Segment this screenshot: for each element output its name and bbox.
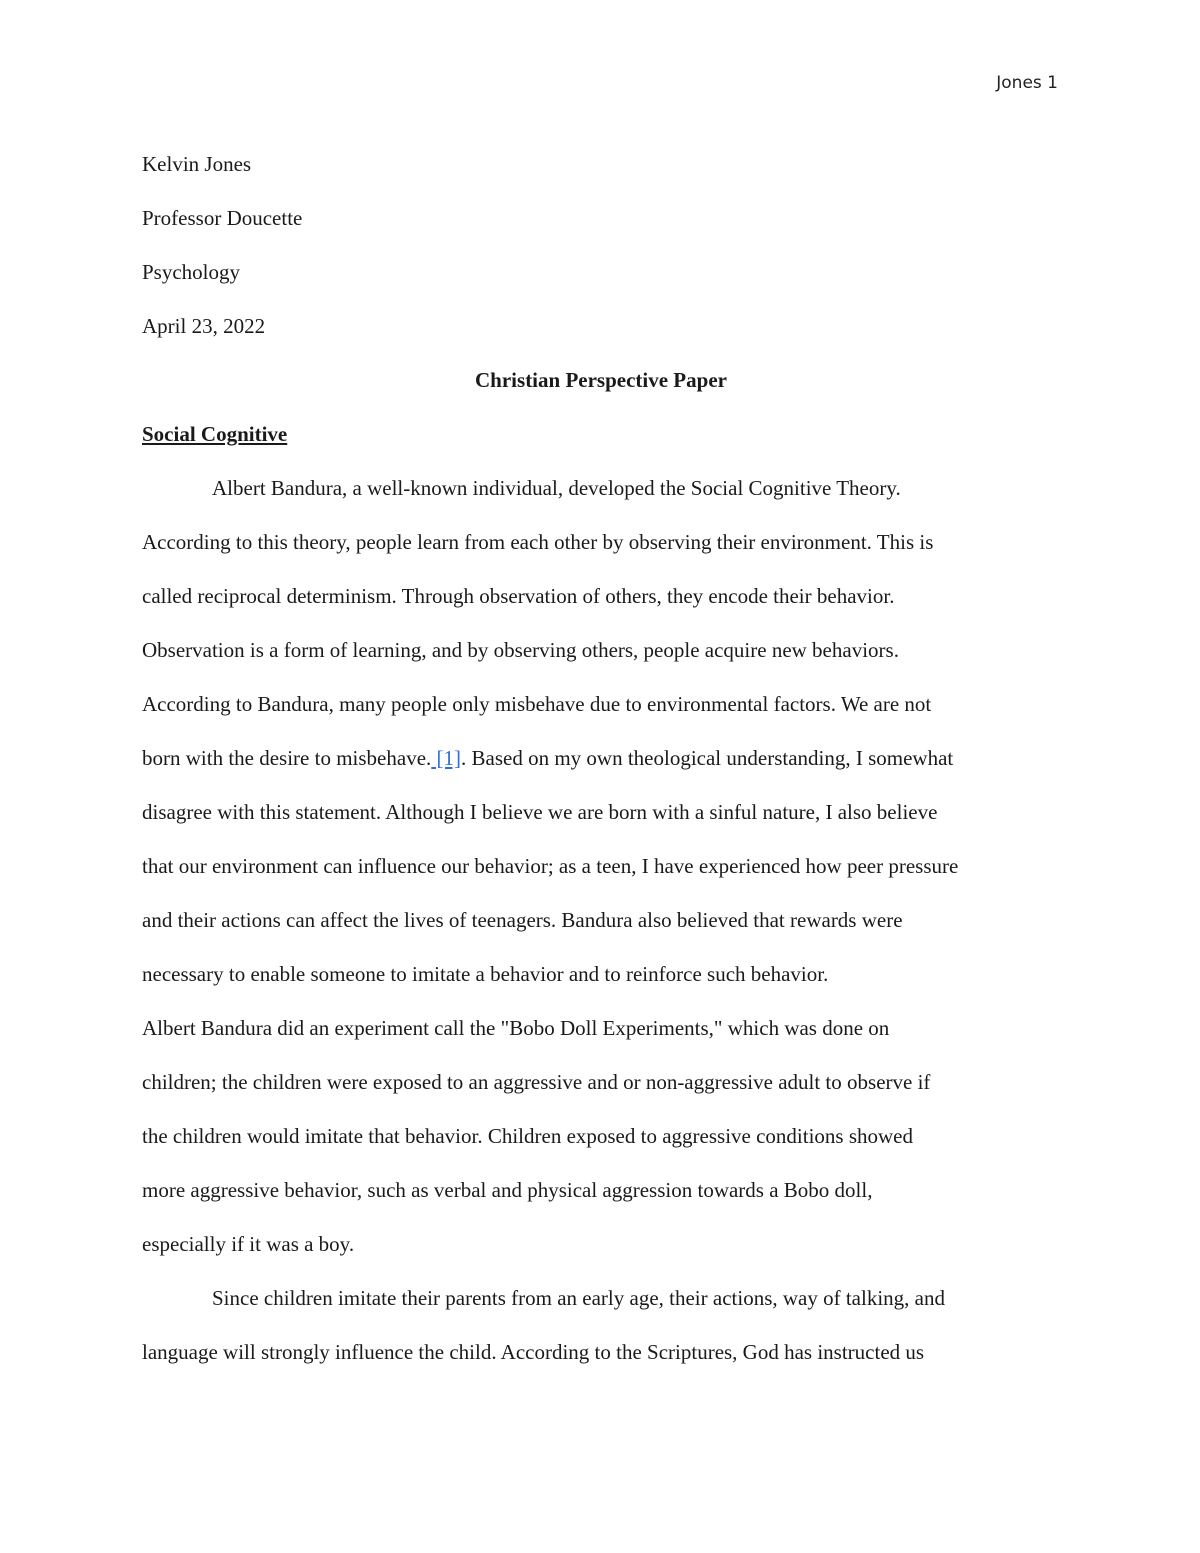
paragraph-1-line-8: that our environment can influence our behavior; as a teen, I have experienced how peer pressure xyxy=(142,854,959,878)
course-name: Psychology xyxy=(142,260,241,284)
section-heading-line xyxy=(142,407,1060,461)
paragraph-1-line-4: Observation is a form of learning, and by observing others, people acquire new behaviors. xyxy=(142,638,899,662)
paragraph-1-line-6-after: . Based on my own theological understanding, I somewhat xyxy=(461,746,954,770)
paragraph-1-line-10: necessary to enable someone to imitate a behavior and to reinforce such behavior. xyxy=(142,962,829,986)
paragraph-1-line-1: Albert Bandura, a well-known individual, developed the Social Cognitive Theory. xyxy=(212,476,901,500)
paragraph-1-line-2: According to this theory, people learn from each other by observing their environment. This is xyxy=(142,530,934,554)
paper-title: Christian Perspective Paper xyxy=(475,368,727,392)
paragraph-1-line-6-before: born with the desire to misbehave. xyxy=(142,746,432,770)
paragraph-1-line-7: disagree with this statement. Although I believe we are born with a sinful nature, I also believe xyxy=(142,800,938,824)
paragraph-2-line-1: Albert Bandura did an experiment call the "Bobo Doll Experiments," which was done on xyxy=(142,1016,890,1040)
paragraph-1-line-3: called reciprocal determinism. Through observation of others, they encode their behavior. xyxy=(142,584,895,608)
paragraph-1-line-9: and their actions can affect the lives of teenagers. Bandura also believed that rewards were xyxy=(142,908,903,932)
running-head: Jones 1 xyxy=(996,73,1058,93)
document-body xyxy=(142,137,1060,1379)
paragraph-1-line-5: According to Bandura, many people only misbehave due to environmental factors. We are not xyxy=(142,692,932,716)
paragraph-2-line-2: children; the children were exposed to an aggressive and or non-aggressive adult to observe if xyxy=(142,1070,931,1094)
paragraph-2-line-4: more aggressive behavior, such as verbal and physical aggression towards a Bobo doll, xyxy=(142,1178,873,1202)
paper-date: April 23, 2022 xyxy=(142,314,266,338)
footnote-link-1[interactable]: [1] xyxy=(431,746,462,770)
section-heading: Social Cognitive xyxy=(142,422,288,446)
paragraph-3-line-1: Since children imitate their parents from an early age, their actions, way of talking, and xyxy=(212,1286,945,1310)
professor-name: Professor Doucette xyxy=(142,206,303,230)
paragraph-3-line-2: language will strongly influence the child. According to the Scriptures, God has instructed us xyxy=(142,1340,925,1364)
author-name: Kelvin Jones xyxy=(142,152,252,176)
paragraph-1-line-6 xyxy=(142,731,1060,785)
paragraph-2-line-3: the children would imitate that behavior. Children exposed to aggressive conditions showed xyxy=(142,1124,914,1148)
paragraph-2-line-5: especially if it was a boy. xyxy=(142,1232,355,1256)
